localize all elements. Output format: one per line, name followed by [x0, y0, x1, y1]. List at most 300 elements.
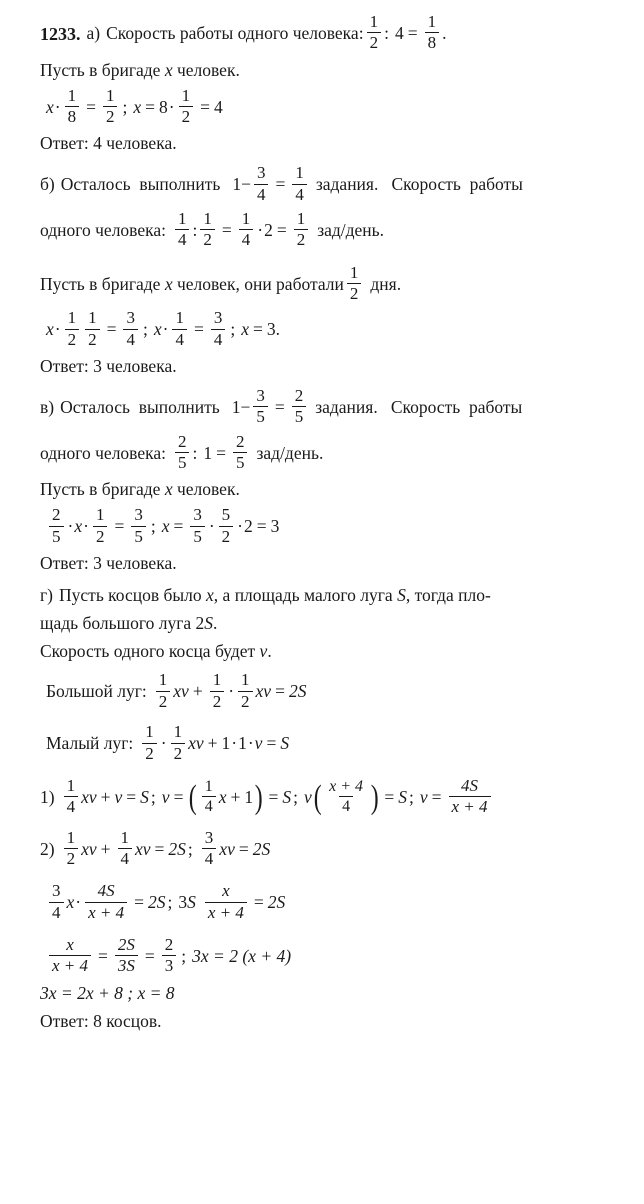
right-paren: )	[370, 778, 379, 816]
right-paren: )	[254, 778, 263, 816]
fraction	[65, 87, 80, 127]
fraction	[367, 13, 382, 53]
fraction-denominator: 2	[210, 691, 225, 711]
equals-sign: =	[154, 838, 165, 859]
fraction-numerator: 2	[235, 431, 245, 451]
step-5: 3x = 2x + 8 ; x = 8	[40, 982, 175, 1003]
period: .	[267, 640, 272, 661]
fraction	[190, 506, 205, 546]
semicolon: ;	[181, 945, 187, 966]
variable-s: S	[140, 786, 149, 807]
fraction-numerator: 1	[158, 670, 168, 690]
fraction-numerator: 1	[66, 775, 76, 795]
variable-x: x	[206, 584, 214, 605]
text-fragment: Пусть косцов было	[59, 584, 207, 605]
fraction-numerator: 1	[67, 308, 77, 328]
multiply-sign: ·	[168, 96, 175, 117]
part-b-label: б)	[40, 174, 55, 195]
part-a-line-1	[40, 14, 626, 54]
fraction-denominator: 2	[294, 229, 309, 249]
fraction-numerator: 3	[193, 505, 202, 525]
fraction-denominator: 4	[339, 796, 353, 815]
fraction-denominator: 2	[179, 106, 194, 126]
variable-x: x	[66, 892, 75, 913]
fraction-denominator: 8	[65, 106, 80, 126]
variable-s: S	[398, 786, 407, 807]
multiply-sign: ·	[247, 733, 254, 754]
variable-x: x	[161, 516, 170, 537]
problem-part-a	[40, 14, 626, 155]
equals-sign: =	[134, 892, 145, 913]
plus-sign: +	[100, 786, 111, 807]
multiply-sign: ·	[228, 681, 235, 702]
text-fragment: Осталось выполнить	[60, 174, 221, 195]
fraction	[292, 164, 307, 204]
equals-sign: =	[144, 945, 155, 966]
text-fragment: щадь большого луга 2	[40, 612, 205, 633]
number: 1	[238, 733, 247, 754]
part-a-text: Скорость работы одного человека:	[106, 22, 364, 43]
fraction-numerator: 1	[369, 12, 379, 31]
variable-s: S	[187, 892, 196, 913]
units-label: зад/день.	[317, 219, 385, 240]
number: 4	[394, 22, 404, 43]
fraction	[85, 882, 127, 922]
fraction-numerator: 3	[134, 505, 143, 525]
fraction-numerator: 2S	[117, 935, 135, 955]
fraction-numerator: 3	[126, 308, 135, 328]
result-value: 4	[213, 96, 223, 117]
fraction-denominator: x + 4	[205, 902, 247, 922]
parenthesized-expression	[312, 779, 381, 817]
fraction-denominator: 5	[175, 452, 190, 472]
step-4	[40, 937, 626, 977]
fraction-numerator: 1	[204, 778, 213, 795]
fraction-numerator: 1	[175, 308, 184, 328]
problem-part-g	[40, 585, 626, 1033]
fraction-denominator: 2	[142, 743, 157, 763]
fraction-denominator: 3S	[115, 955, 138, 975]
fraction-denominator: 2	[347, 283, 362, 303]
variable-v: v	[419, 786, 428, 807]
equals-sign: =	[193, 319, 204, 340]
fraction-numerator: 1	[88, 308, 97, 328]
fraction-numerator: 2	[164, 935, 174, 955]
fraction-numerator: x	[66, 935, 74, 955]
part-a-answer: Ответ: 4 человека.	[40, 133, 177, 154]
part-a-equation	[40, 85, 626, 128]
equals-sign: =	[216, 442, 226, 463]
fraction	[425, 13, 440, 53]
fraction-numerator: 1	[95, 505, 105, 525]
fraction-denominator: 4	[202, 848, 217, 868]
variable-x: x	[46, 96, 54, 117]
fraction-numerator: 3	[256, 163, 266, 183]
part-g-label: г)	[40, 584, 54, 605]
fraction	[205, 882, 247, 922]
variable-x: x	[218, 787, 227, 808]
term-xv: xv	[188, 733, 204, 754]
fraction	[103, 87, 118, 127]
fraction-numerator: 4S	[97, 881, 115, 901]
period: .	[213, 612, 218, 633]
part-v-equation	[40, 507, 626, 547]
fraction-denominator: 4	[175, 229, 190, 249]
fraction-denominator: 2	[219, 526, 234, 546]
text-fragment: задания. Скорость работы	[315, 174, 523, 195]
fraction-numerator: 1	[177, 208, 187, 228]
fraction-numerator: 1	[241, 670, 250, 690]
semicolon: ;	[150, 516, 156, 537]
equation-tail: 3x = 2 (x + 4)	[192, 945, 292, 966]
fraction	[202, 778, 216, 816]
variable-x: x	[241, 319, 249, 340]
fraction	[49, 506, 64, 546]
units-label: зад/день.	[256, 442, 324, 463]
fraction-denominator: x + 4	[85, 902, 127, 922]
fraction-denominator: 3	[162, 955, 177, 975]
fraction-denominator: 4	[118, 848, 133, 868]
number: 3	[178, 892, 188, 913]
multiply-sign: ·	[237, 516, 243, 537]
variable-x: x	[133, 96, 142, 117]
term-xv: xv	[135, 838, 151, 859]
term-xv: xv	[81, 838, 97, 859]
fraction	[347, 264, 362, 304]
fraction-numerator: 2	[294, 385, 304, 405]
fraction	[239, 210, 254, 250]
equals-sign: =	[238, 838, 249, 859]
term-xv: xv	[81, 786, 97, 807]
fraction	[156, 671, 171, 711]
minus-sign: −	[241, 174, 251, 195]
equals-sign: =	[106, 319, 117, 340]
step-number: 1)	[40, 786, 55, 807]
semicolon: ;	[142, 319, 148, 340]
step-3	[40, 883, 626, 923]
fraction-denominator: 2	[200, 229, 215, 249]
fraction	[179, 87, 194, 127]
number: 1	[221, 733, 231, 754]
part-v-line-2	[40, 431, 626, 474]
fraction	[449, 777, 491, 817]
variable-s: S	[280, 733, 290, 754]
plus-sign: +	[192, 681, 203, 702]
text-fragment: человек, они работали	[172, 273, 344, 294]
fraction-denominator: 2	[65, 329, 80, 349]
fraction-denominator: 5	[292, 406, 307, 426]
equals-sign: =	[221, 219, 232, 240]
fraction-numerator: 1	[145, 722, 154, 742]
fraction	[172, 309, 187, 349]
equals-sign: =	[276, 219, 287, 240]
part-v-label: в)	[40, 396, 55, 417]
equals-sign: =	[86, 96, 96, 117]
equals-sign: =	[126, 786, 137, 807]
fraction-denominator: x + 4	[49, 955, 91, 975]
fraction-denominator: 4	[172, 329, 187, 349]
fraction-numerator: 1	[67, 85, 77, 105]
fraction-denominator: 2	[93, 526, 108, 546]
fraction-denominator: x + 4	[449, 796, 491, 816]
left-paren: (	[313, 778, 322, 816]
problem-number: 1233.	[40, 23, 81, 44]
equals-sign: =	[145, 96, 156, 117]
part-a-line-2	[40, 60, 626, 82]
equals-sign: =	[384, 786, 395, 807]
equals-sign: =	[98, 945, 108, 966]
fraction-denominator: 2	[64, 848, 79, 868]
result-value: 2S	[252, 838, 271, 859]
part-g-answer: Ответ: 8 косцов.	[40, 1010, 162, 1031]
equals-sign: =	[266, 733, 277, 754]
semicolon: ;	[122, 96, 128, 117]
fraction-denominator: 4	[64, 796, 79, 816]
fraction-denominator: 4	[254, 184, 269, 204]
variable-s: S	[282, 786, 292, 807]
fraction-denominator: 4	[123, 329, 138, 349]
problem-part-v	[40, 385, 626, 575]
step-number: 2)	[40, 838, 55, 859]
multiply-sign: ·	[231, 733, 238, 754]
fraction	[142, 723, 157, 763]
fraction-denominator: 2	[171, 743, 186, 763]
text-fragment: Пусть в бригаде	[40, 273, 165, 294]
term-xv: xv	[173, 681, 189, 702]
number: 1	[231, 396, 241, 417]
variable-x: x	[74, 516, 83, 537]
result-value: 2S	[148, 892, 166, 913]
part-g-line-2	[40, 613, 626, 635]
plus-sign: +	[230, 787, 241, 808]
fraction-numerator: 1	[427, 12, 437, 31]
period: .	[442, 22, 447, 43]
fraction-numerator: 4S	[461, 775, 479, 795]
equals-sign: =	[173, 516, 184, 537]
fraction-numerator: 1	[349, 262, 359, 282]
fraction	[49, 882, 64, 922]
part-g-line-3	[40, 641, 626, 663]
semicolon: ;	[230, 319, 236, 340]
fraction-denominator: 4	[211, 329, 226, 349]
fraction	[65, 309, 80, 349]
part-v-answer: Ответ: 3 человека.	[40, 552, 177, 573]
fraction	[202, 829, 217, 869]
variable-x: x	[164, 59, 173, 80]
fraction	[254, 164, 269, 204]
text-fragment: дня.	[370, 273, 402, 294]
fraction-numerator: 1	[181, 85, 191, 105]
text-fragment: одного человека:	[40, 219, 166, 240]
fraction	[292, 387, 307, 427]
multiply-sign: ·	[54, 319, 61, 340]
fraction-denominator: 2	[238, 691, 253, 711]
fraction	[123, 309, 138, 349]
fraction-denominator: 4	[49, 902, 64, 922]
variable-x: x	[153, 319, 162, 340]
variable-v: v	[254, 733, 263, 754]
plus-sign: +	[100, 838, 111, 859]
fraction	[162, 936, 177, 976]
fraction-numerator: 1	[120, 827, 129, 847]
number: 8	[159, 96, 168, 117]
text-fragment: одного человека:	[40, 442, 166, 463]
fraction	[115, 936, 138, 976]
big-meadow-label: Большой луг:	[46, 681, 147, 702]
part-a-label: а)	[86, 22, 101, 43]
colon-operator: :	[192, 219, 198, 240]
variable-v: v	[259, 640, 268, 661]
result-value: 3	[270, 516, 280, 537]
variable-v: v	[304, 786, 312, 807]
semicolon: ;	[293, 786, 298, 807]
variable-v: v	[114, 786, 123, 807]
fraction-denominator: 5	[131, 526, 146, 546]
multiply-sign: ·	[83, 516, 89, 537]
fraction-numerator: x + 4	[329, 778, 364, 795]
fraction-numerator: 1	[295, 163, 304, 183]
fraction	[131, 506, 146, 546]
part-b-equation	[40, 310, 626, 350]
fraction-denominator: 4	[239, 229, 254, 249]
fraction-denominator: 4	[292, 184, 307, 204]
fraction-denominator: 2	[367, 32, 382, 52]
equals-sign: =	[431, 786, 442, 807]
term-xv: xv	[255, 681, 272, 702]
equals-sign: =	[407, 22, 418, 43]
text-fragment: Пусть в бригаде	[40, 479, 165, 500]
equals-sign: =	[114, 516, 125, 537]
fraction	[253, 387, 268, 427]
fraction-denominator: 4	[202, 796, 216, 815]
fraction	[175, 433, 190, 473]
fraction	[211, 309, 226, 349]
text-fragment: человек.	[172, 479, 240, 500]
result-value: 3.	[266, 319, 280, 340]
fraction	[200, 210, 215, 250]
fraction	[171, 723, 186, 763]
equals-sign: =	[268, 786, 279, 807]
fraction-numerator: 3	[213, 308, 223, 328]
number: 2	[244, 516, 253, 537]
fraction-numerator: 1	[105, 85, 115, 105]
variable-x: x	[164, 273, 173, 294]
multiply-sign: ·	[67, 516, 74, 537]
variable-s: S	[204, 612, 214, 633]
result-value: 2S	[168, 838, 186, 859]
parenthesized-expression	[187, 779, 264, 817]
fraction-numerator: 3	[204, 827, 214, 847]
fraction-numerator: 5	[221, 505, 231, 525]
small-meadow-label: Малый луг:	[46, 733, 134, 754]
semicolon: ;	[167, 892, 173, 913]
semicolon: ;	[408, 786, 414, 807]
variable-v: v	[161, 786, 170, 807]
fraction	[238, 671, 253, 711]
fraction	[219, 506, 234, 546]
fraction	[210, 671, 225, 711]
fraction	[233, 433, 248, 473]
fraction-numerator: 1	[66, 827, 76, 847]
fraction-numerator: 1	[241, 208, 251, 228]
text-fragment: Осталось выполнить	[60, 396, 220, 417]
colon-operator: :	[384, 22, 389, 43]
fraction-numerator: 2	[52, 505, 61, 525]
fraction-numerator: 3	[256, 385, 265, 405]
fraction-numerator: 1	[296, 208, 306, 228]
part-b-answer: Ответ: 3 человека.	[40, 356, 177, 377]
minus-sign: −	[240, 396, 251, 417]
semicolon: ;	[187, 838, 193, 859]
colon-operator: :	[192, 442, 198, 463]
text-fragment: Скорость одного косца будет	[40, 640, 260, 661]
variable-x: x	[164, 479, 173, 500]
fraction-numerator: 1	[173, 722, 183, 742]
equals-sign: =	[253, 319, 263, 340]
fraction	[64, 829, 79, 869]
term-xv: xv	[219, 838, 235, 859]
number: 1	[244, 787, 254, 808]
problem-part-b	[40, 165, 626, 378]
fraction	[49, 936, 91, 976]
part-b-line-3	[40, 262, 626, 305]
fraction	[326, 778, 366, 816]
fraction-denominator: 2	[103, 106, 118, 126]
number: 2	[264, 219, 273, 240]
text-fragment: человек.	[172, 59, 240, 80]
fraction-numerator: 1	[212, 670, 222, 690]
fraction-denominator: 8	[425, 32, 440, 52]
result-value: 2S	[288, 681, 307, 702]
step-1	[40, 775, 626, 818]
small-meadow-equation	[40, 724, 626, 764]
equals-sign: =	[253, 892, 264, 913]
fraction-numerator: x	[222, 881, 230, 901]
multiply-sign: ·	[257, 219, 264, 240]
fraction	[175, 210, 190, 250]
multiply-sign: ·	[208, 516, 215, 537]
equals-sign: =	[173, 786, 184, 807]
number: 1	[203, 442, 213, 463]
variable-x: x	[46, 319, 54, 340]
equals-sign: =	[256, 516, 267, 537]
fraction-denominator: 2	[85, 329, 100, 349]
equals-sign: =	[274, 396, 285, 417]
fraction	[85, 309, 100, 349]
left-paren: (	[189, 778, 198, 816]
multiply-sign: ·	[75, 892, 82, 913]
fraction	[294, 210, 309, 250]
fraction-denominator: 5	[49, 526, 64, 546]
text-fragment: Пусть в бригаде	[40, 59, 165, 80]
part-b-line-1	[40, 165, 626, 205]
fraction	[64, 777, 79, 817]
variable-s: S	[397, 584, 406, 605]
multiply-sign: ·	[54, 96, 61, 117]
text-fragment: , тогда пло-	[405, 584, 491, 605]
big-meadow-equation	[40, 672, 626, 712]
fraction-denominator: 2	[156, 691, 171, 711]
text-fragment: , а площадь малого луга	[213, 584, 398, 605]
fraction-denominator: 5	[233, 452, 248, 472]
fraction-numerator: 1	[203, 208, 212, 228]
part-v-line-3	[40, 479, 626, 501]
plus-sign: +	[207, 733, 218, 754]
multiply-sign: ·	[160, 733, 167, 754]
equals-sign: =	[275, 174, 286, 195]
multiply-sign: ·	[162, 319, 169, 340]
text-fragment: задания. Скорость работы	[315, 396, 523, 417]
